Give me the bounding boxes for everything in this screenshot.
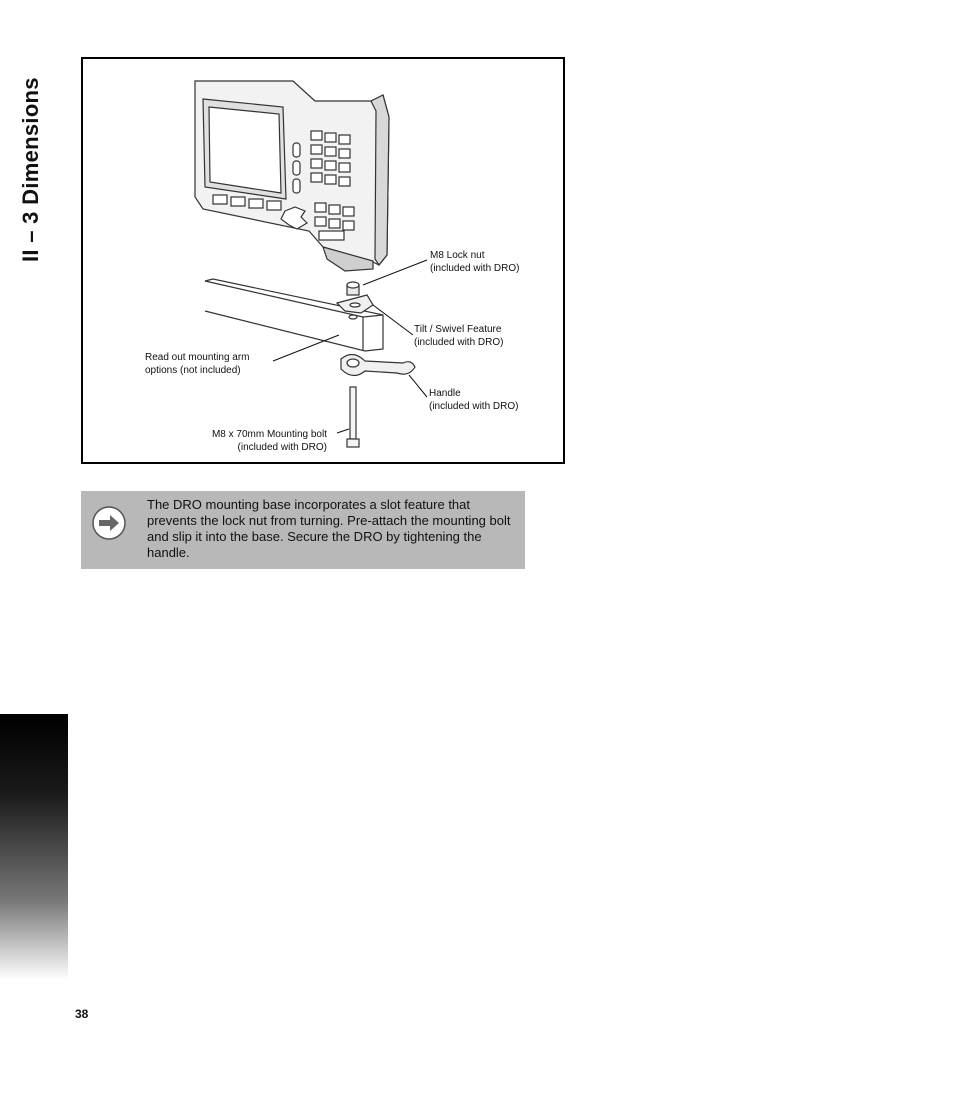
readout-arm-label — [145, 351, 250, 377]
lock-nut-label — [430, 249, 519, 275]
section-title — [14, 52, 48, 262]
note-text: The DRO mounting base incorporates a slot feature that prevents the lock nut from turning. Pre-attach the mounting bolt and slip it into the base. Secure the DRO by tightening the handle. — [147, 497, 511, 560]
lock-nut-label-line2: (included with DRO) — [430, 263, 520, 274]
note-box — [81, 491, 525, 569]
bolt-label — [179, 428, 327, 454]
handle-label — [429, 387, 518, 413]
page-number: 38 — [75, 1007, 89, 1021]
tilt-swivel-label — [414, 323, 503, 349]
bolt-drawing — [347, 387, 359, 447]
tilt-swivel-drawing — [337, 295, 373, 313]
readout-arm-label-line2: options (not included) — [145, 365, 241, 376]
handle-drawing — [341, 354, 415, 375]
tilt-swivel-label-line1: Tilt / Swivel Feature — [414, 324, 502, 335]
chapter-tab-gradient — [0, 714, 68, 980]
lock-nut-drawing — [347, 282, 359, 295]
dro-unit-drawing — [195, 81, 389, 271]
bolt-label-line2: (included with DRO) — [237, 442, 327, 453]
tilt-swivel-label-line2: (included with DRO) — [414, 337, 504, 348]
handle-label-line2: (included with DRO) — [429, 401, 519, 412]
handle-label-line1: Handle — [429, 388, 461, 399]
bolt-label-line1: M8 x 70mm Mounting bolt — [211, 429, 327, 440]
mounting-figure — [81, 57, 565, 464]
arrow-right-icon — [91, 505, 127, 541]
lock-nut-label-line1: M8 Lock nut — [430, 250, 485, 261]
section-title-text: II – 3 Dimensions — [18, 77, 43, 262]
readout-arm-label-line1: Read out mounting arm — [145, 352, 250, 363]
